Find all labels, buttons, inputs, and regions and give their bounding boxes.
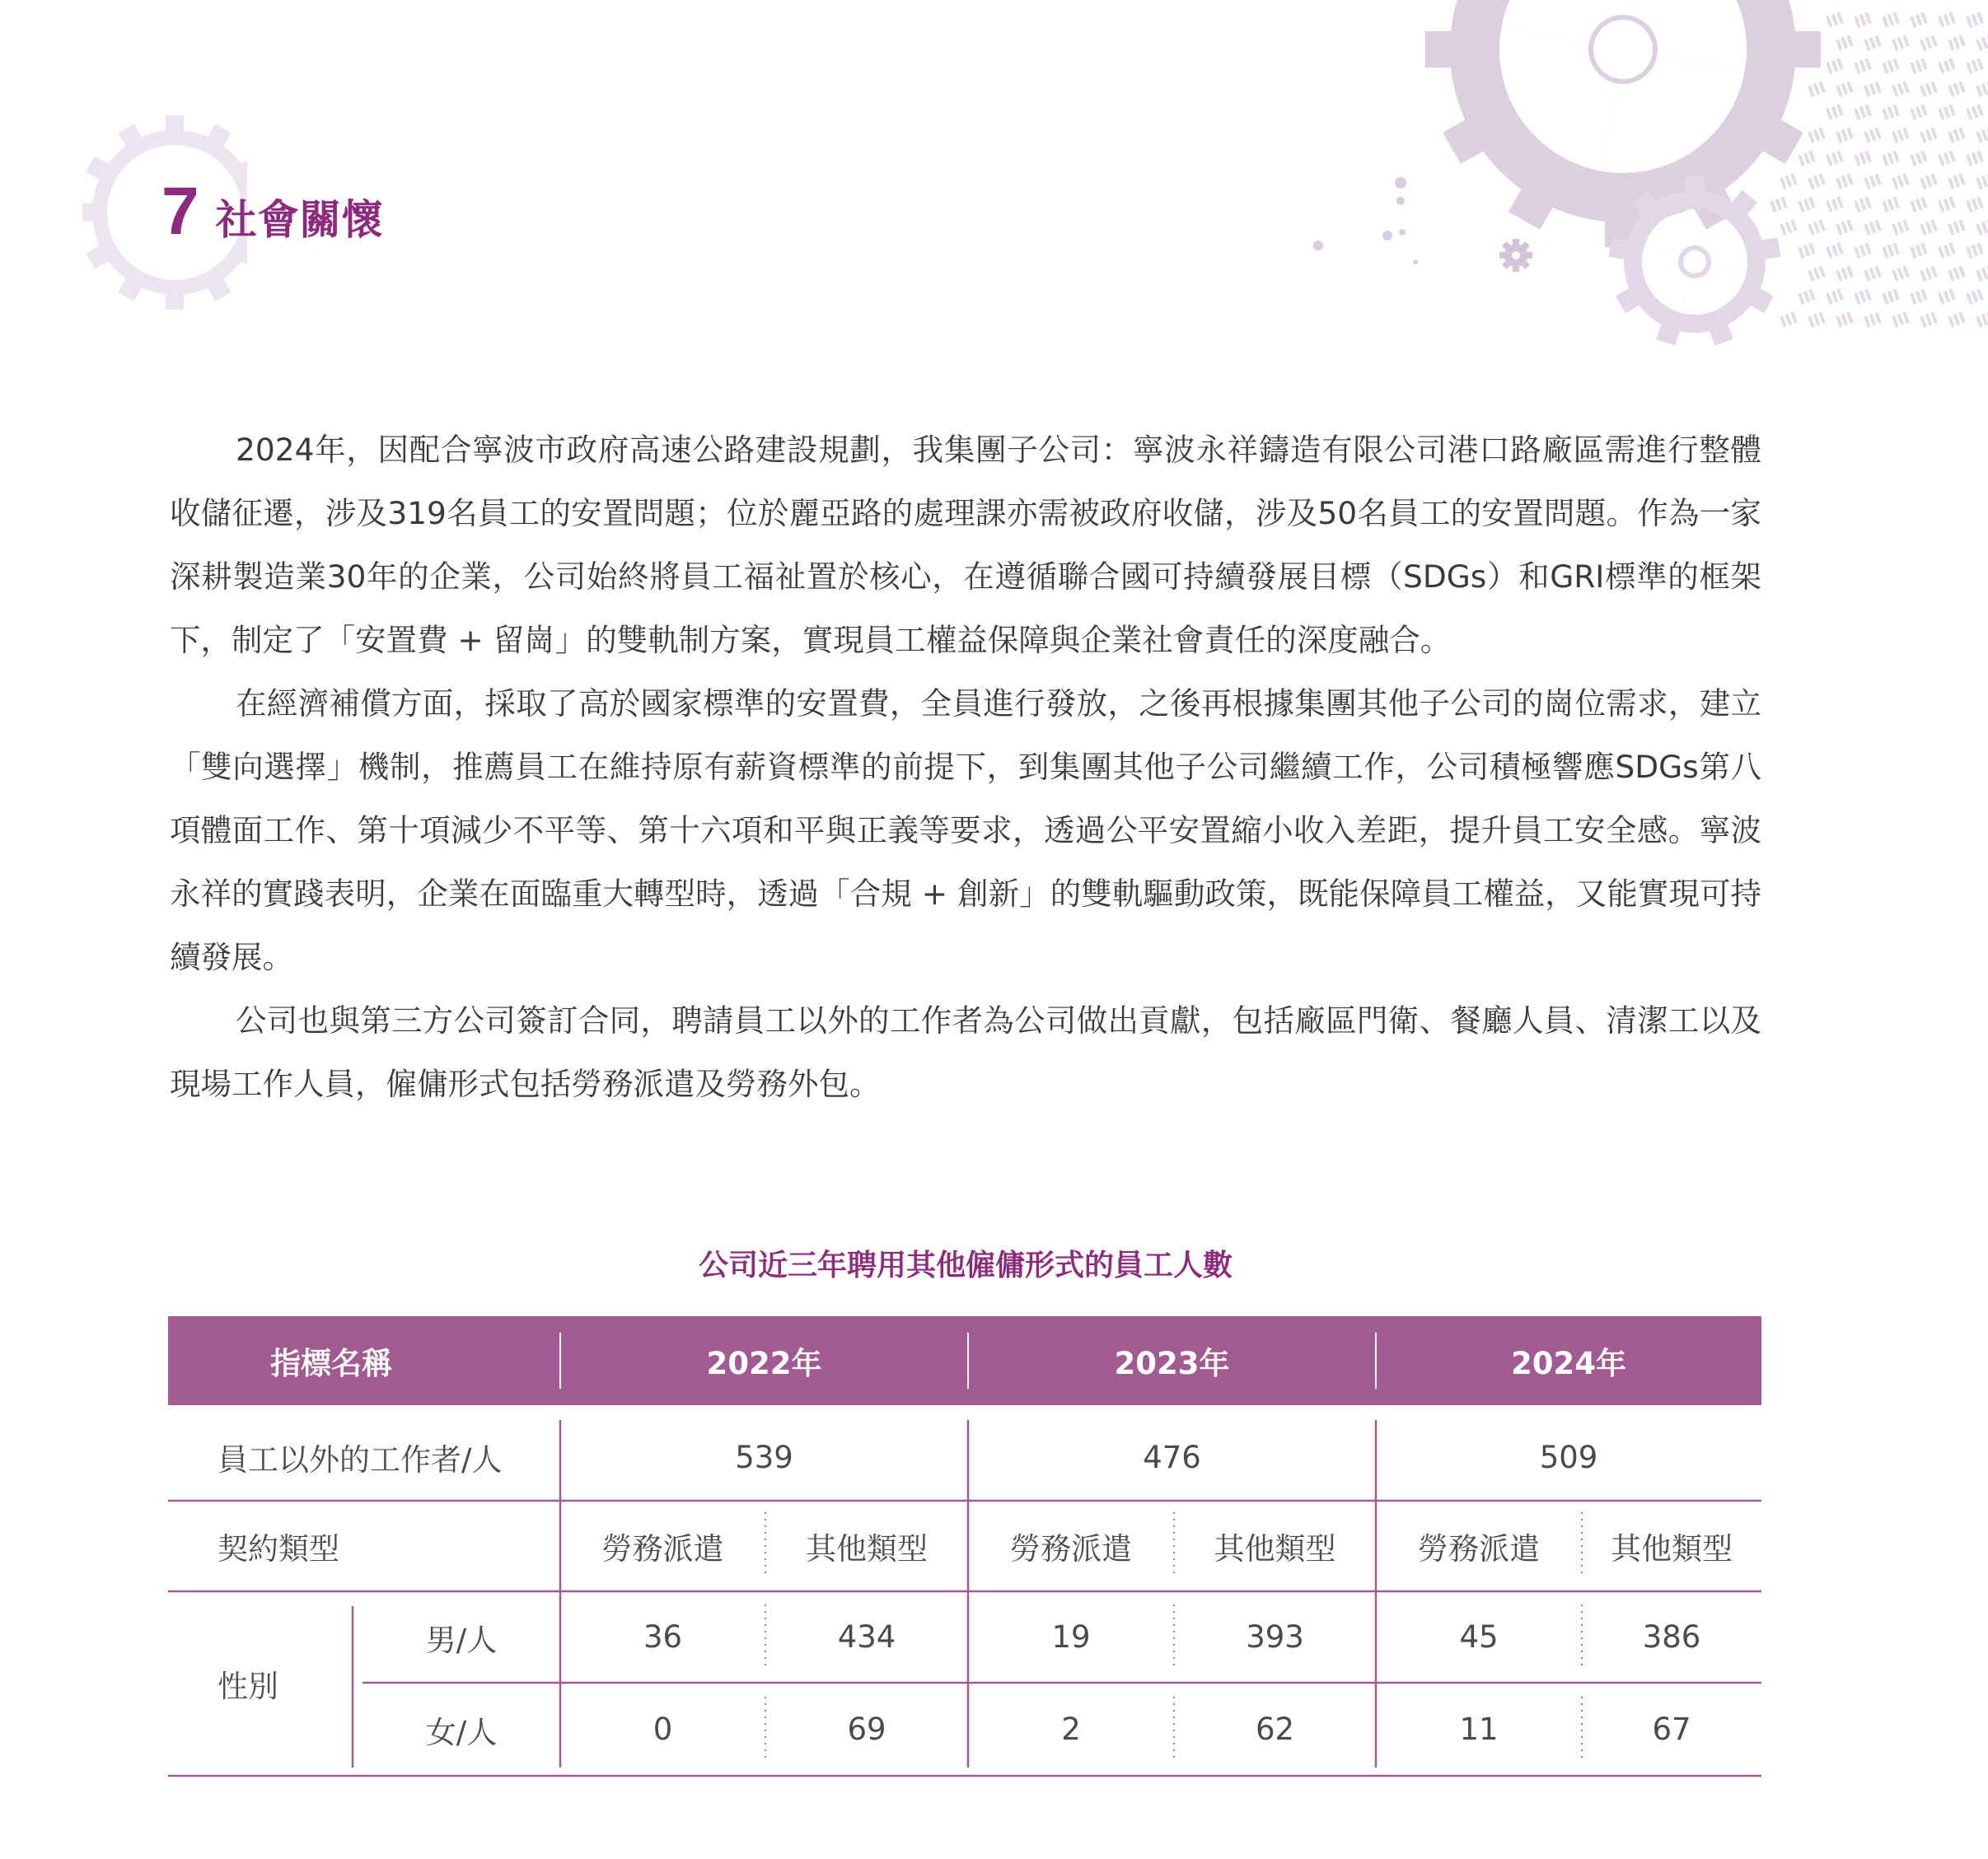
female-dispatch-2023: 2 bbox=[1061, 1712, 1081, 1747]
body-text bbox=[170, 418, 1761, 1116]
total-2024: 509 bbox=[1539, 1439, 1598, 1475]
female-other-2022: 69 bbox=[847, 1712, 886, 1747]
contract-type-dispatch-2023: 勞務派遣 bbox=[1010, 1531, 1132, 1567]
male-dispatch-2024: 45 bbox=[1459, 1619, 1499, 1655]
section-title: 社會關懷 bbox=[215, 196, 384, 244]
male-dispatch-2022: 36 bbox=[643, 1619, 683, 1655]
workers-table bbox=[168, 1316, 1761, 1777]
male-dispatch-2023: 19 bbox=[1051, 1619, 1091, 1655]
female-dispatch-2022: 0 bbox=[653, 1712, 673, 1747]
section-number: 7 bbox=[161, 174, 199, 249]
female-other-2023: 62 bbox=[1255, 1712, 1295, 1747]
contract-type-dispatch-2022: 勞務派遣 bbox=[601, 1531, 724, 1567]
paragraph: 2024年，因配合寧波市政府高速公路建設規劃，我集團子公司：寧波永祥鑄造有限公司港口路廠區需進行整體收儲征遷，涉及319名員工的安置問題；位於麗亞路的處理課亦需被政府收儲，涉及50名員工的安置問題。作為一家深耕製造業30年的企業，公司始終將員工福祉置於核心，在遵循聯合國可持續發展目標（SDGs）和GRI標準的框架下，制定了「安置費 + 留崗」的雙軌制方案，實現員工權益保障與企業社會責任的深度融合。 bbox=[170, 432, 1761, 658]
male-other-2023: 393 bbox=[1246, 1619, 1304, 1655]
header-year-2022: 2022年 bbox=[706, 1346, 822, 1381]
gender-label: 性別 bbox=[218, 1669, 278, 1704]
paragraph: 公司也與第三方公司簽訂合同，聘請員工以外的工作者為公司做出貢獻，包括廠區門衛、餐廳人員、清潔工以及現場工作人員，僱傭形式包括勞務派遣及勞務外包。 bbox=[170, 1002, 1761, 1102]
contract-type-other-2022: 其他類型 bbox=[806, 1531, 928, 1567]
contract-type-dispatch-2024: 勞務派遣 bbox=[1418, 1531, 1540, 1567]
contract-type-other-2024: 其他類型 bbox=[1611, 1531, 1733, 1567]
totals-label: 員工以外的工作者/人 bbox=[218, 1442, 503, 1478]
header-year-2023: 2023年 bbox=[1114, 1346, 1230, 1381]
header-indicator: 指標名稱 bbox=[270, 1346, 392, 1381]
table-title: 公司近三年聘用其他僱傭形式的員工人數 bbox=[698, 1249, 1233, 1282]
female-label: 女/人 bbox=[425, 1714, 498, 1750]
male-other-2022: 434 bbox=[837, 1619, 896, 1655]
total-2022: 539 bbox=[735, 1439, 793, 1475]
male-other-2024: 386 bbox=[1642, 1619, 1701, 1655]
female-other-2024: 67 bbox=[1652, 1712, 1691, 1747]
header-year-2024: 2024年 bbox=[1511, 1346, 1626, 1381]
contract-type-other-2023: 其他類型 bbox=[1214, 1531, 1336, 1567]
male-label: 男/人 bbox=[425, 1622, 498, 1658]
section-header bbox=[161, 174, 384, 260]
female-dispatch-2024: 11 bbox=[1459, 1712, 1499, 1747]
paragraph: 在經濟補償方面，採取了高於國家標準的安置費，全員進行發放，之後再根據集團其他子公司的崗位需求，建立「雙向選擇」機制，推薦員工在維持原有薪資標準的前提下，到集團其他子公司繼續工作，公司積極響應SDGs第八項體面工作、第十項減少不平等、第十六項和平與正義等要求，透過公平安置縮小收入差距，提升員工安全感。寧波永祥的實踐表明，企業在面臨重大轉型時，透過「合規 + 創新」的雙軌驅動政策，既能保障員工權益，又能實現可持續發展。 bbox=[170, 685, 1761, 975]
total-2023: 476 bbox=[1143, 1439, 1201, 1475]
contract-label: 契約類型 bbox=[218, 1531, 339, 1567]
